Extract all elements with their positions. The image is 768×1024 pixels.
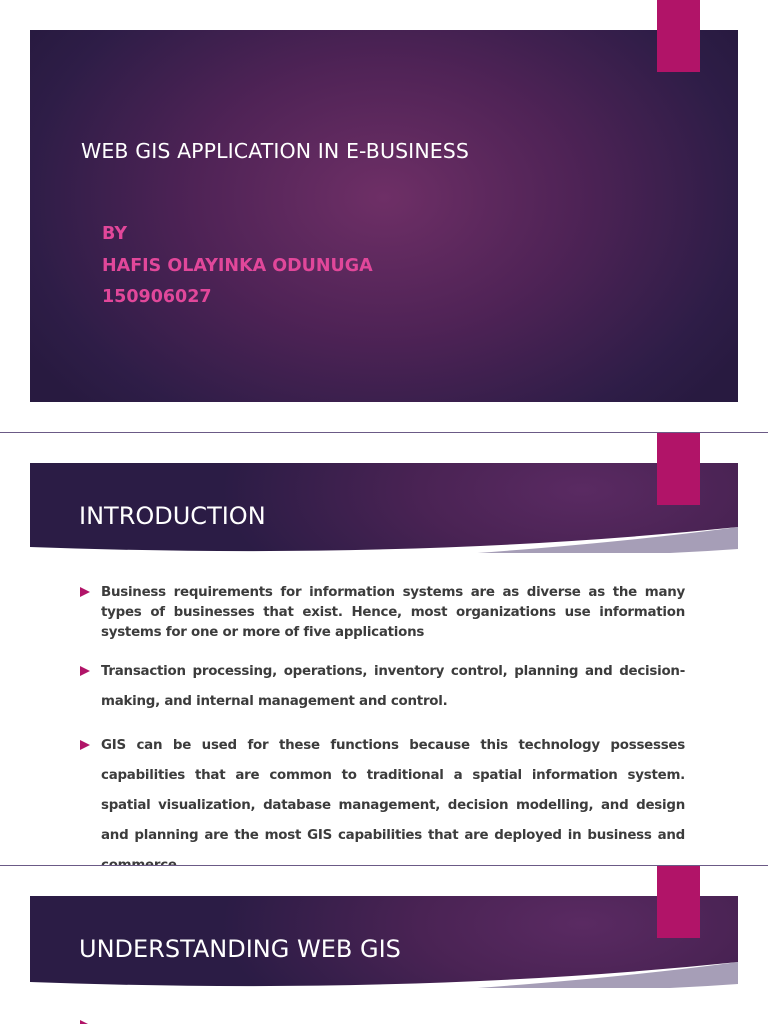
understanding-header-band: [30, 896, 738, 988]
bullet-item: [78, 657, 685, 717]
bullet-text: GIS can be used for these functions because this technology possesses capabilities that are common to traditional a spatial information system. spatial visualization, database management, decision modelling, and design and planning are the most GIS capabilities that are deployed in business and: [101, 738, 685, 843]
title-slide-background: [30, 30, 738, 402]
accent-tab-decoration: [657, 0, 700, 72]
bullet-item: [78, 583, 685, 643]
triangle-bullet-icon: [80, 1020, 90, 1024]
introduction-header-band: [30, 463, 738, 553]
author-block: [102, 219, 373, 314]
title-slide: [0, 0, 768, 432]
bullet-text: Business requirements for information systems are as diverse as the many types of businesses that exist. Hence, most organizations use information systems for one or more of five applications: [101, 585, 685, 640]
understanding-web-gis-slide: [0, 866, 768, 1024]
introduction-slide: [0, 433, 768, 865]
author-name: HAFIS OLAYINKA ODUNUGA: [102, 255, 373, 276]
triangle-bullet-icon: [80, 740, 90, 750]
triangle-bullet-icon: [80, 666, 90, 676]
accent-tab-decoration: [657, 866, 700, 938]
accent-tab-decoration: [657, 433, 700, 505]
bullet-item: [78, 731, 685, 881]
introduction-heading: INTRODUCTION: [79, 502, 266, 530]
author-id: 150906027: [102, 287, 212, 307]
by-label: BY: [102, 224, 128, 244]
presentation-title: WEB GIS APPLICATION IN E-BUSINESS: [81, 139, 470, 163]
bullet-text: Transaction processing, operations, inventory control, planning and decision-making, and internal management and control.: [101, 664, 685, 709]
understanding-heading: UNDERSTANDING WEB GIS: [79, 935, 401, 963]
triangle-bullet-icon: [80, 587, 90, 597]
